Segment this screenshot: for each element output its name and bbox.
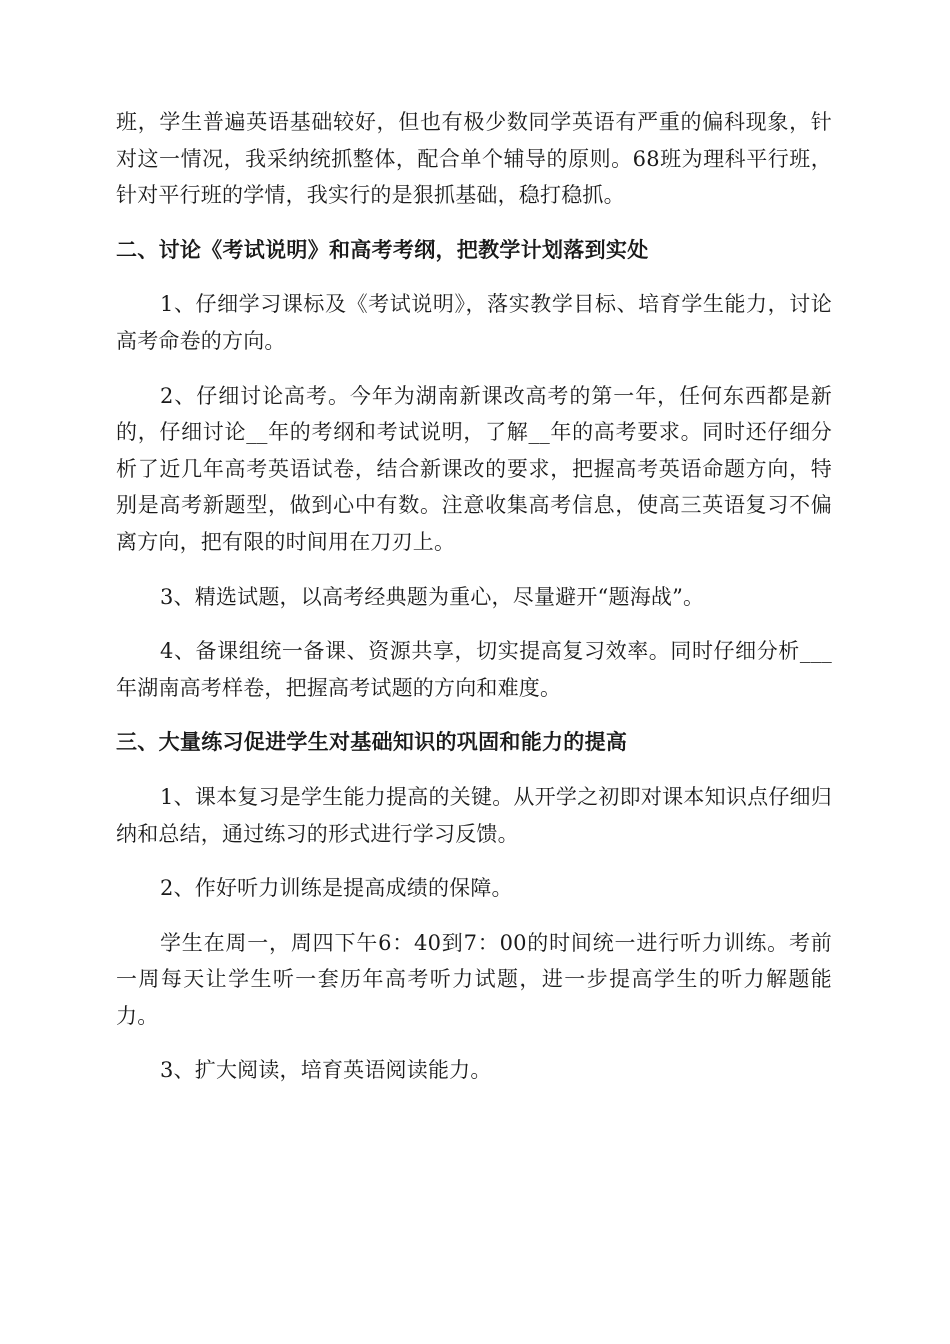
section-2-item-4: 4、备课组统一备课、资源共享，切实提高复习效率。同时仔细分析___年湖南高考样卷，把握高考试题的方向和难度。 — [116, 639, 832, 700]
section-3-item-2: 2、作好听力训练是提高成绩的保障。 — [160, 876, 513, 901]
section-3-heading: 三、大量练习促进学生对基础知识的巩固和能力的提高 — [116, 730, 628, 755]
section-3-item-1: 1、课本复习是学生能力提高的关键。从开学之初即对课本知识点仔细归纳和总结，通过练习的形式进行学习反馈。 — [116, 784, 832, 846]
intro-paragraph: 班，学生普遍英语基础较好，但也有极少数同学英语有严重的偏科现象，针对这一情况，我采纳统抓整体，配合单个辅导的原则。68班为理科平行班，针对平行班的学情，我实行的是狠抓基础，稳打稳抓。 — [116, 110, 832, 208]
section-3-item-3: 3、扩大阅读，培育英语阅读能力。 — [160, 1058, 492, 1083]
section-3-paragraph-listening: 学生在周一，周四下午6：40到7：00的时间统一进行听力训练。考前一周每天让学生听一套历年高考听力试题，进一步提高学生的听力解题能力。 — [116, 930, 832, 1028]
document-page — [116, 104, 832, 1107]
section-2-heading: 二、讨论《考试说明》和高考考纲，把教学计划落到实处 — [116, 237, 649, 262]
section-2-item-2: 2、仔细讨论高考。今年为湖南新课改高考的第一年，任何东西都是新的，仔细讨论__年的考纲和考试说明，了解__年的高考要求。同时还仔细分析了近几年高考英语试卷，结合新课改的要求，把握高考英语命题方向，特别是高考新题型，做到心中有数。注意收集高考信息，使高三英语复习不偏离方向，把有限的时间用在刀刃上。 — [116, 383, 832, 554]
section-2-item-3: 3、精选试题，以高考经典题为重心，尽量避开“题海战”。 — [160, 584, 705, 609]
section-2-item-1: 1、仔细学习课标及《考试说明》，落实教学目标、培育学生能力，讨论高考命卷的方向。 — [116, 292, 832, 353]
